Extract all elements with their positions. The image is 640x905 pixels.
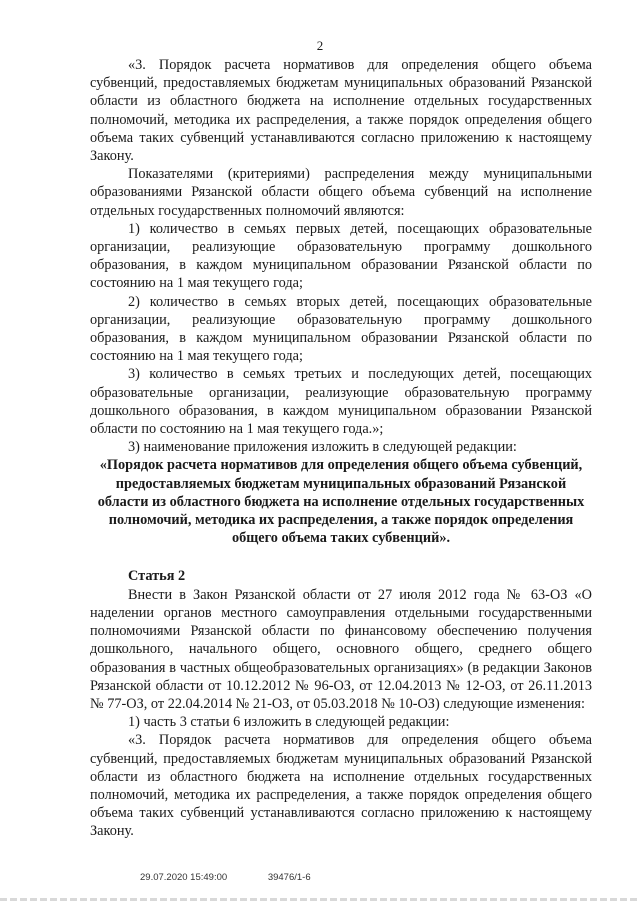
paragraph: 3) наименование приложения изложить в следующей редакции:: [128, 439, 517, 456]
paragraph: Показателями (критериями) распределения между муниципальными образованиями Рязанской области общего объема субвенций на исполнение отдельных государственных полномочий являются:: [90, 166, 592, 219]
paragraph: «3. Порядок расчета нормативов для определения общего объема субвенций, предоставляемых бюджетам муниципальных образований Рязанской области из областного бюджета на исполнение отдельных государственных полномочий, методика их распределения, а также порядок определения общего объема таких субвенций устанавливаются согласно приложению к настоящему Закону.: [90, 732, 592, 840]
list-item: 1) часть 3 статьи 6 изложить в следующей редакции:: [128, 714, 450, 731]
footer-doc-id: 39476/1-6: [267, 872, 311, 883]
page-number: 2: [316, 38, 324, 53]
footer-stamp: [140, 872, 349, 883]
list-item: 2) количество в семьях вторых детей, посещающих образовательные организации, реализующие образовательную программу дошкольного образования, в каждом муниципальном образовании Рязанской области по состоянию на 1 мая текущего года;: [90, 293, 592, 365]
appendix-title: «Порядок расчета нормативов для определения общего объема субвенций, предоставляемых бюджетам муниципальных образований Рязанской области из областного бюджета на исполнение отдельных государственных полномочий, методика их распределения, а также порядок определения общего объема таких субвенций».: [97, 457, 585, 547]
article-heading: Статья 2: [128, 568, 186, 585]
list-item: 3) количество в семьях третьих и последующих детей, посещающих образовательные организации, реализующие образовательную программу дошкольного образования, в каждом муниципальном образовании Рязанской области по состоянию на 1 мая текущего года.»;: [90, 366, 592, 438]
footer-timestamp: 29.07.2020 15:49:00: [140, 872, 228, 883]
list-item: 1) количество в семьях первых детей, посещающих образовательные организации, реализующие образовательную программу дошкольного образования, в каждом муниципальном образовании Рязанской области по состоянию на 1 мая текущего года;: [90, 220, 592, 292]
scan-edge-divider: [0, 898, 640, 901]
paragraph: Внести в Закон Рязанской области от 27 июля 2012 года № 63-ОЗ «О наделении органов местного самоуправления отдельными государственными полномочиями Рязанской области по финансовому обеспечению получения дошкольного, начального общего, основного общего, среднего общего образования в частных общеобразовательных организациях» (в редакции Законов Рязанской области от 10.12.2012 № 96-ОЗ, от 12.04.2013 № 12-ОЗ, от 26.11.2013 № 77-ОЗ, от 22.04.2014 № 21-ОЗ, от 05.03.2018 № 10-ОЗ) следующие изменения:: [90, 586, 592, 712]
paragraph: «3. Порядок расчета нормативов для определения общего объема субвенций, предоставляемых бюджетам муниципальных образований Рязанской области из областного бюджета на исполнение отдельных государственных полномочий, методика их распределения, а также порядок определения общего объема таких субвенций устанавливаются согласно приложению к настоящему Закону.: [90, 57, 592, 165]
document-body: [90, 56, 592, 841]
